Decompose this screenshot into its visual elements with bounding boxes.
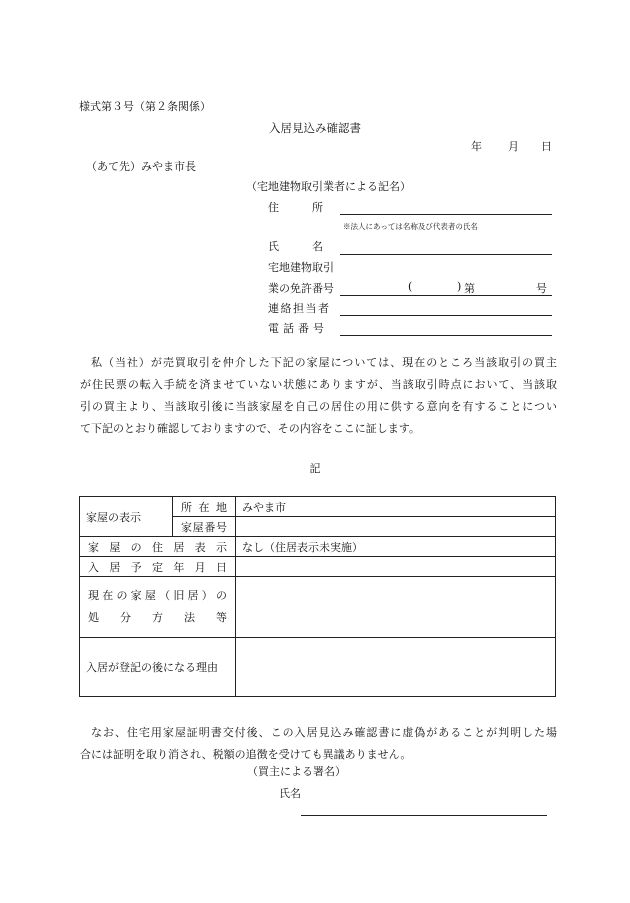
disposal-value-cell[interactable] <box>236 577 556 638</box>
reason-label-cell <box>80 638 236 697</box>
location-value-cell[interactable] <box>236 497 556 517</box>
residence-value-cell[interactable] <box>236 537 556 557</box>
phone-line[interactable] <box>340 335 552 336</box>
buyer-name-label: 氏名 <box>279 787 301 800</box>
disposal-label-line2: 処分方法等 <box>88 611 227 624</box>
house-number-label-cell <box>173 517 236 537</box>
date-month-label: 月 <box>508 140 519 153</box>
house-label: 家屋の表示 <box>86 510 141 524</box>
license-paren-close: ) <box>457 280 462 293</box>
property-table <box>79 496 556 697</box>
residence-label: 家屋の住居表示 <box>88 540 227 554</box>
contact-person-line[interactable] <box>340 315 552 316</box>
document-title: 入居見込み確認書 <box>269 121 361 135</box>
license-line[interactable] <box>340 295 552 296</box>
declaration-line-2: が住民票の転入手続を済ませていない状態にありますが、当該取引時点において、当該取 <box>80 378 557 391</box>
date-year-label: 年 <box>471 140 482 153</box>
move-date-label: 入居予定年月日 <box>88 560 227 574</box>
agent-name-label: 氏 名 <box>268 240 323 253</box>
form-number: 様式第３号（第２条関係） <box>79 100 211 113</box>
agent-address-line[interactable] <box>340 214 552 215</box>
disclaimer-line-1: なお、住宅用家屋証明書交付後、この入居見込み確認書に虚偽があることが判明した場 <box>91 726 557 739</box>
ki-heading: 記 <box>309 462 321 475</box>
disposal-label-cell <box>80 577 236 638</box>
location-label: 所在地 <box>181 500 227 514</box>
license-paren-open: ( <box>408 280 413 293</box>
move-date-value-cell[interactable] <box>236 557 556 577</box>
license-label-line1: 宅地建物取引 <box>268 261 334 274</box>
house-number-label: 家屋番号 <box>181 520 227 534</box>
phone-label: 電話番号 <box>268 322 328 335</box>
corporate-name-note: ※法人にあっては名称及び代表者の氏名 <box>343 222 478 231</box>
addressee: （あて先）みやま市長 <box>86 160 196 173</box>
declaration-line-1: 私（当社）が売買取引を仲介した下記の家屋については、現在のところ当該取引の買主 <box>91 356 557 369</box>
disclaimer-line-2: 合には証明を取り消され、税額の追徴を受けても異議ありません。 <box>80 748 412 761</box>
agent-address-label: 住 所 <box>268 201 323 214</box>
declaration-line-3: 引の買主より、当該取引後に当該家屋を自己の居住の用に供する意向を有することについ <box>80 400 557 413</box>
residence-value: なし（住居表示未実施） <box>242 540 363 554</box>
agent-heading: （宅地建物取引業者による記名） <box>246 180 411 193</box>
disposal-label-line1: 現在の家屋（旧居）の <box>88 589 227 602</box>
license-dai: 第 <box>464 282 475 295</box>
location-label-cell <box>173 497 236 517</box>
disclaimer-paragraph <box>80 722 557 766</box>
date-day-label: 日 <box>541 140 552 153</box>
license-label-line2: 業の免許番号 <box>268 282 334 295</box>
contact-person-label: 連絡担当者 <box>268 302 331 315</box>
house-number-value-cell[interactable] <box>236 517 556 537</box>
location-value: みやま市 <box>242 500 286 514</box>
declaration-line-4: て下記のとおり確認しておりますので、その内容をここに証します。 <box>80 422 420 435</box>
agent-name-line[interactable] <box>340 254 552 255</box>
reason-label: 入居が登記の後になる理由 <box>86 661 218 674</box>
declaration-paragraph <box>80 352 557 440</box>
residence-label-cell <box>80 537 236 557</box>
license-go: 号 <box>536 282 547 295</box>
buyer-heading: （買主による署名） <box>247 765 346 778</box>
house-label-cell <box>80 497 173 537</box>
buyer-signature-line[interactable] <box>301 815 547 816</box>
reason-value-cell[interactable] <box>236 638 556 697</box>
move-date-label-cell <box>80 557 236 577</box>
